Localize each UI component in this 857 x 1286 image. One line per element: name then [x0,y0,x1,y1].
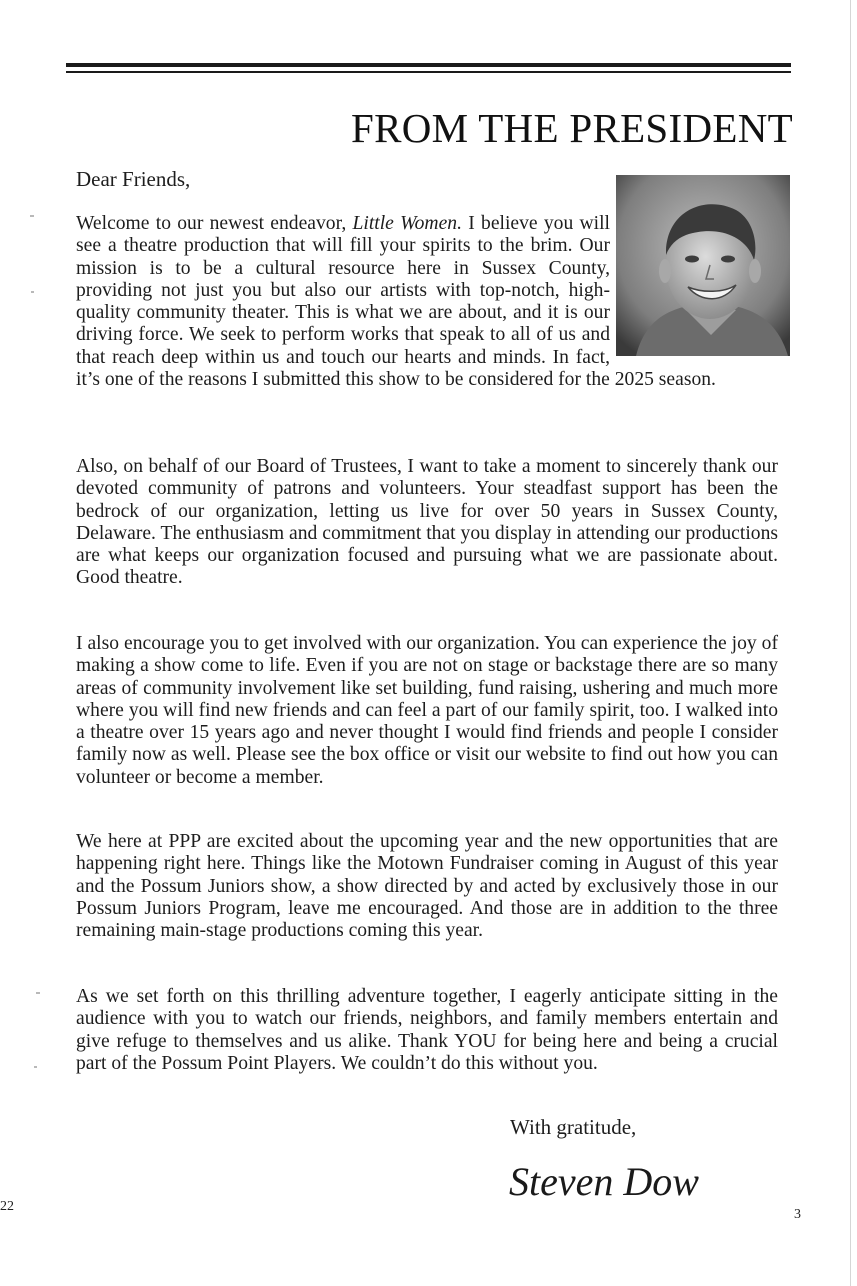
signature-icon [505,1153,735,1213]
scan-speck [36,992,40,994]
header-rule-thin [66,71,791,73]
page-title: FROM THE PRESIDENT [350,105,793,151]
page-number-left: 22 [0,1199,14,1214]
page-edge [850,0,851,1286]
photo-wrap-spacer [610,213,778,356]
salutation: Dear Friends, [76,167,191,191]
letter-paragraph-5: As we set forth on this thrilling adventure together, I eagerly anticipate sitting in the audience with you to watch our friends, neighbors, and family members entertain and give refuge to themselves and us alike. Thank YOU for being here and being a crucial part of the Possum Point Players. We couldn’t do this without you. [76,986,778,1074]
signature-text: Steven Dow [509,1159,699,1204]
scan-speck [31,291,34,293]
scan-speck [30,215,34,217]
letter-paragraph-2: Also, on behalf of our Board of Trustees, I want to take a moment to sincerely thank our devoted community of patrons and volunteers. Your steadfast support has been the bedrock of our organization, letting us live for over 50 years in Sussex County, Delaware. The enthusiasm and commitment that you display in attending our productions are what keeps our organization focused and pursuing what we are passionate about. Good theatre. [76,456,778,589]
paragraph-1-body: I believe you will see a theatre production that will fill your spirits to the brim. Our mission is to be a cultural resource here in Sussex County, providing not just you but also our artists with top-notch, high-quality community theater. This is what we are about, and it is our driving force. We seek to perform works that speak to all of us and that reach deep within us and touch our hearts and minds. In fact, it’s one of the reasons I submitted this show to be considered for the 2025 season. [76,213,716,391]
signature [505,1153,735,1213]
show-title: Little Women. [352,213,462,234]
page-number-right: 3 [794,1207,801,1222]
header-rule-thick [66,63,791,67]
letter-paragraph-3: I also encourage you to get involved with our organization. You can experience the joy of making a show come to life. Even if you are not on stage or backstage there are so many areas of community involvement like set building, fund raising, ushering and much more where you will find new friends and can feel a part of our family spirit, too. I walked into a theatre over 15 years ago and never thought I would find friends and people I consider family now as well. Please see the box office or visit our website to find out how you can volunteer or become a member. [76,633,778,788]
scan-speck [34,1066,37,1068]
letter-paragraph-4: We here at PPP are excited about the upcoming year and the new opportunities that are happening right here. Things like the Motown Fundraiser coming in August of this year and the Possum Juniors show, a show directed by and acted by exclusively those in our Possum Juniors Program, leave me encouraged. And those are in addition to the three remaining main-stage productions coming this year. [76,831,778,942]
paragraph-1-intro: Welcome to our newest endeavor, [76,213,347,234]
letter-paragraph-1 [76,213,778,391]
closing-line: With gratitude, [510,1115,637,1139]
